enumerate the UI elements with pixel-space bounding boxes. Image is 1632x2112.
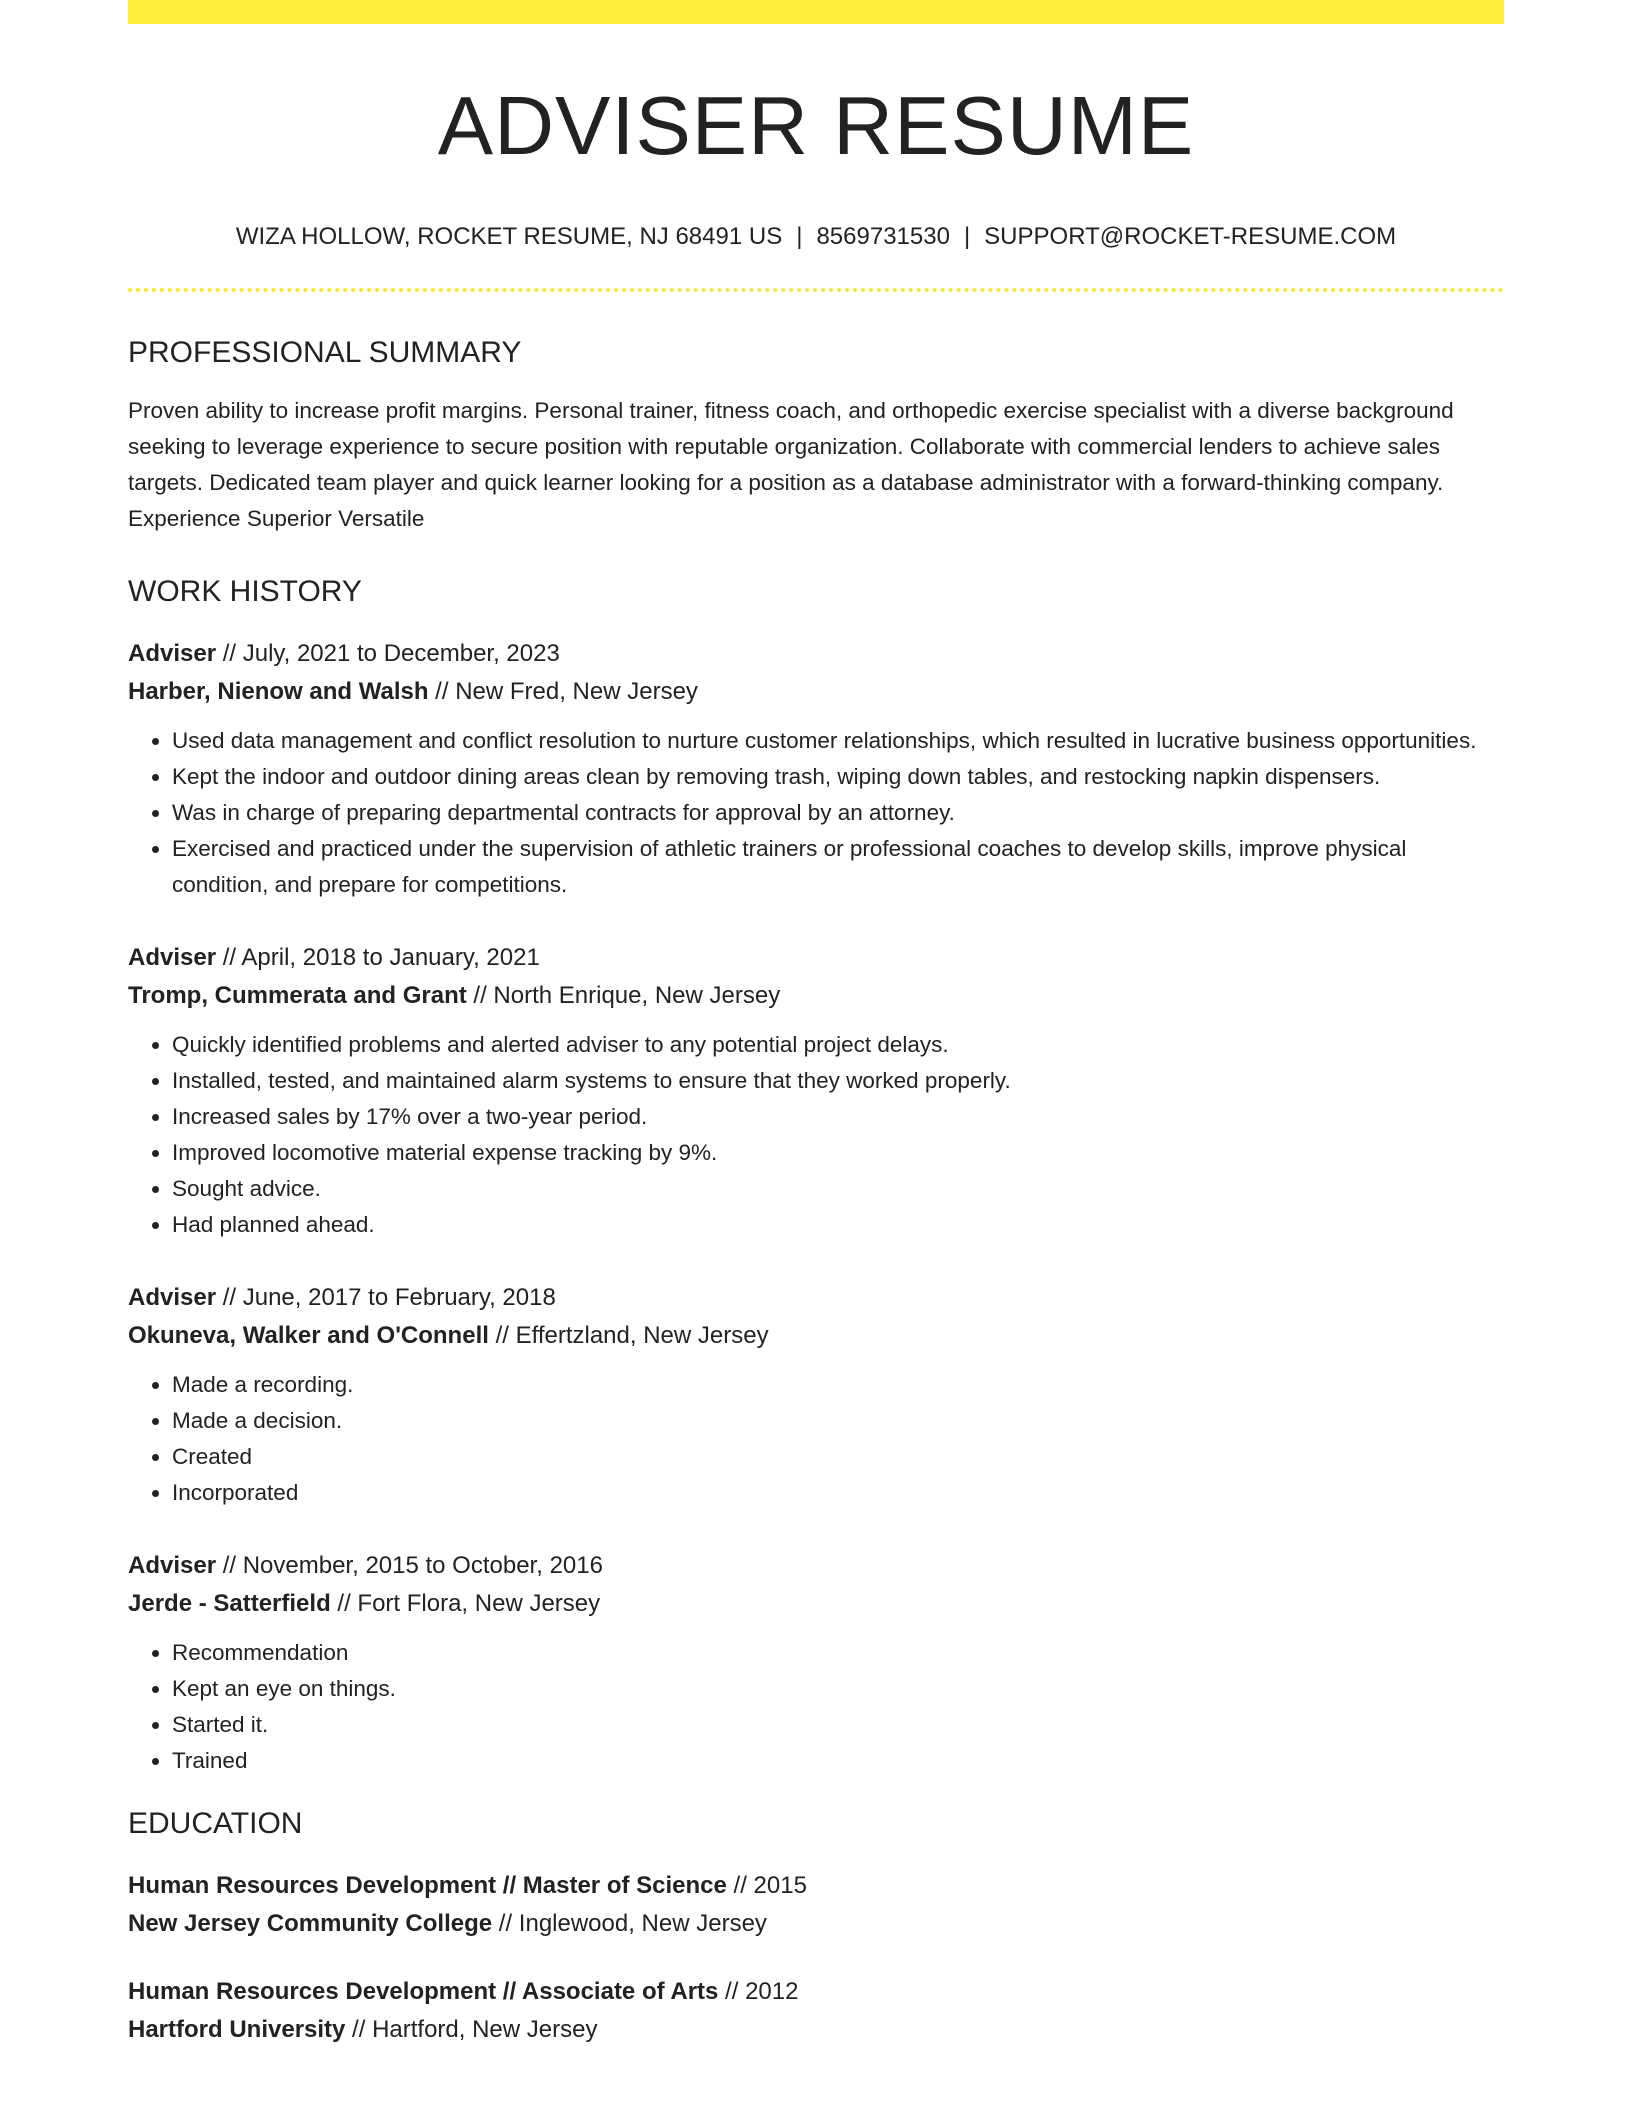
resume-title: ADVISER RESUME (437, 79, 1195, 172)
education-year: // 2012 (718, 1978, 799, 2005)
job-bullet: • Kept an eye on things. (172, 1671, 1504, 1707)
education-degree-line (128, 1867, 1504, 1905)
job-bullet: • Made a recording. (172, 1367, 1504, 1403)
job-bullet: • Installed, tested, and maintained alarm systems to ensure that they worked properly. (172, 1063, 1504, 1099)
job-company-line (128, 977, 1504, 1015)
accent-top-bar (128, 0, 1504, 24)
education-location: // Inglewood, New Jersey (492, 1910, 767, 1937)
job-dates: // July, 2021 to December, 2023 (216, 640, 560, 667)
job-bullet: • Recommendation (172, 1635, 1504, 1671)
job-bullet: • Created (172, 1439, 1504, 1475)
job-entry (128, 1547, 1504, 1779)
job-bullet: • Kept the indoor and outdoor dining areas clean by removing trash, wiping down tables, and restocking napkin dispensers. (172, 759, 1504, 795)
job-title-line (128, 1279, 1504, 1317)
work-history-heading: WORK HISTORY (128, 575, 362, 608)
education-school-line (128, 1905, 1504, 1943)
job-title-line (128, 939, 1504, 977)
job-bullet: • Trained (172, 1743, 1504, 1779)
job-location: // Effertzland, New Jersey (488, 1322, 769, 1349)
contact-separator: | (796, 223, 803, 250)
job-title-line (128, 635, 1504, 673)
job-bullet: • Made a decision. (172, 1403, 1504, 1439)
job-bullets (128, 1367, 1504, 1511)
job-company: Tromp, Cummerata and Grant (128, 982, 467, 1009)
contact-separator: | (963, 223, 971, 250)
education-school: New Jersey Community College (128, 1910, 493, 1937)
job-title: Adviser (128, 944, 217, 971)
education-degree: Human Resources Development // Master of Science (128, 1872, 727, 1899)
education-year: // 2015 (726, 1872, 807, 1899)
job-bullet: • Exercised and practiced under the supervision of athletic trainers or professional coaches to develop skills, improve physical condition, and prepare for competitions. (172, 831, 1504, 903)
education-entry (128, 1973, 1504, 2049)
job-company-line (128, 1317, 1504, 1355)
contact-line (128, 225, 1504, 249)
job-company: Harber, Nienow and Walsh (128, 678, 429, 705)
job-bullets (128, 723, 1504, 903)
resume-page (128, 0, 1504, 2049)
job-location: // New Fred, New Jersey (428, 678, 698, 705)
summary-heading: PROFESSIONAL SUMMARY (128, 336, 522, 369)
job-entry (128, 939, 1504, 1243)
job-title: Adviser (128, 640, 217, 667)
job-title: Adviser (128, 1552, 217, 1579)
job-location: // North Enrique, New Jersey (466, 982, 781, 1009)
job-dates: // June, 2017 to February, 2018 (216, 1284, 556, 1311)
job-title: Adviser (128, 1284, 217, 1311)
job-dates: // November, 2015 to October, 2016 (216, 1552, 603, 1579)
job-location: // Fort Flora, New Jersey (330, 1590, 601, 1617)
job-company-line (128, 673, 1504, 711)
job-company-line (128, 1585, 1504, 1623)
job-bullet: • Had planned ahead. (172, 1207, 1504, 1243)
contact-email: SUPPORT@ROCKET-RESUME.COM (984, 223, 1397, 250)
job-bullet: • Sought advice. (172, 1171, 1504, 1207)
dotted-divider (128, 288, 1504, 292)
job-bullet: • Was in charge of preparing departmental contracts for approval by an attorney. (172, 795, 1504, 831)
job-bullet: • Improved locomotive material expense tracking by 9%. (172, 1135, 1504, 1171)
job-bullets (128, 1635, 1504, 1779)
job-entry (128, 635, 1504, 903)
education-entry (128, 1867, 1504, 1943)
job-bullet: • Increased sales by 17% over a two-year period. (172, 1099, 1504, 1135)
contact-phone: 8569731530 (816, 223, 950, 250)
job-title-line (128, 1547, 1504, 1585)
contact-address: WIZA HOLLOW, ROCKET RESUME, NJ 68491 US (235, 223, 783, 250)
education-location: // Hartford, New Jersey (345, 2016, 598, 2043)
education-school: Hartford University (128, 2016, 346, 2043)
job-dates: // April, 2018 to January, 2021 (216, 944, 540, 971)
education-degree-line (128, 1973, 1504, 2011)
education-heading: EDUCATION (128, 1807, 303, 1840)
job-entry (128, 1279, 1504, 1511)
job-bullet: • Used data management and conflict resolution to nurture customer relationships, which resulted in lucrative business opportunities. (172, 723, 1504, 759)
job-bullet: • Incorporated (172, 1475, 1504, 1511)
job-bullet: • Started it. (172, 1707, 1504, 1743)
job-company: Jerde - Satterfield (128, 1590, 331, 1617)
job-company: Okuneva, Walker and O'Connell (128, 1322, 489, 1349)
job-bullets (128, 1027, 1504, 1243)
summary-text: Proven ability to increase profit margins. Personal trainer, fitness coach, and orthopedic exercise specialist with a diverse background seeking to leverage experience to secure position with reputable organization. Collaborate with commercial lenders to achieve sales targets. Dedicated team player and quick learner looking for a position as a database administrator with a forward-thinking company. Experience Superior Versatile (128, 398, 1454, 531)
education-degree: Human Resources Development // Associate of Arts (128, 1978, 719, 2005)
job-bullet: • Quickly identified problems and alerted adviser to any potential project delays. (172, 1027, 1504, 1063)
education-school-line (128, 2011, 1504, 2049)
